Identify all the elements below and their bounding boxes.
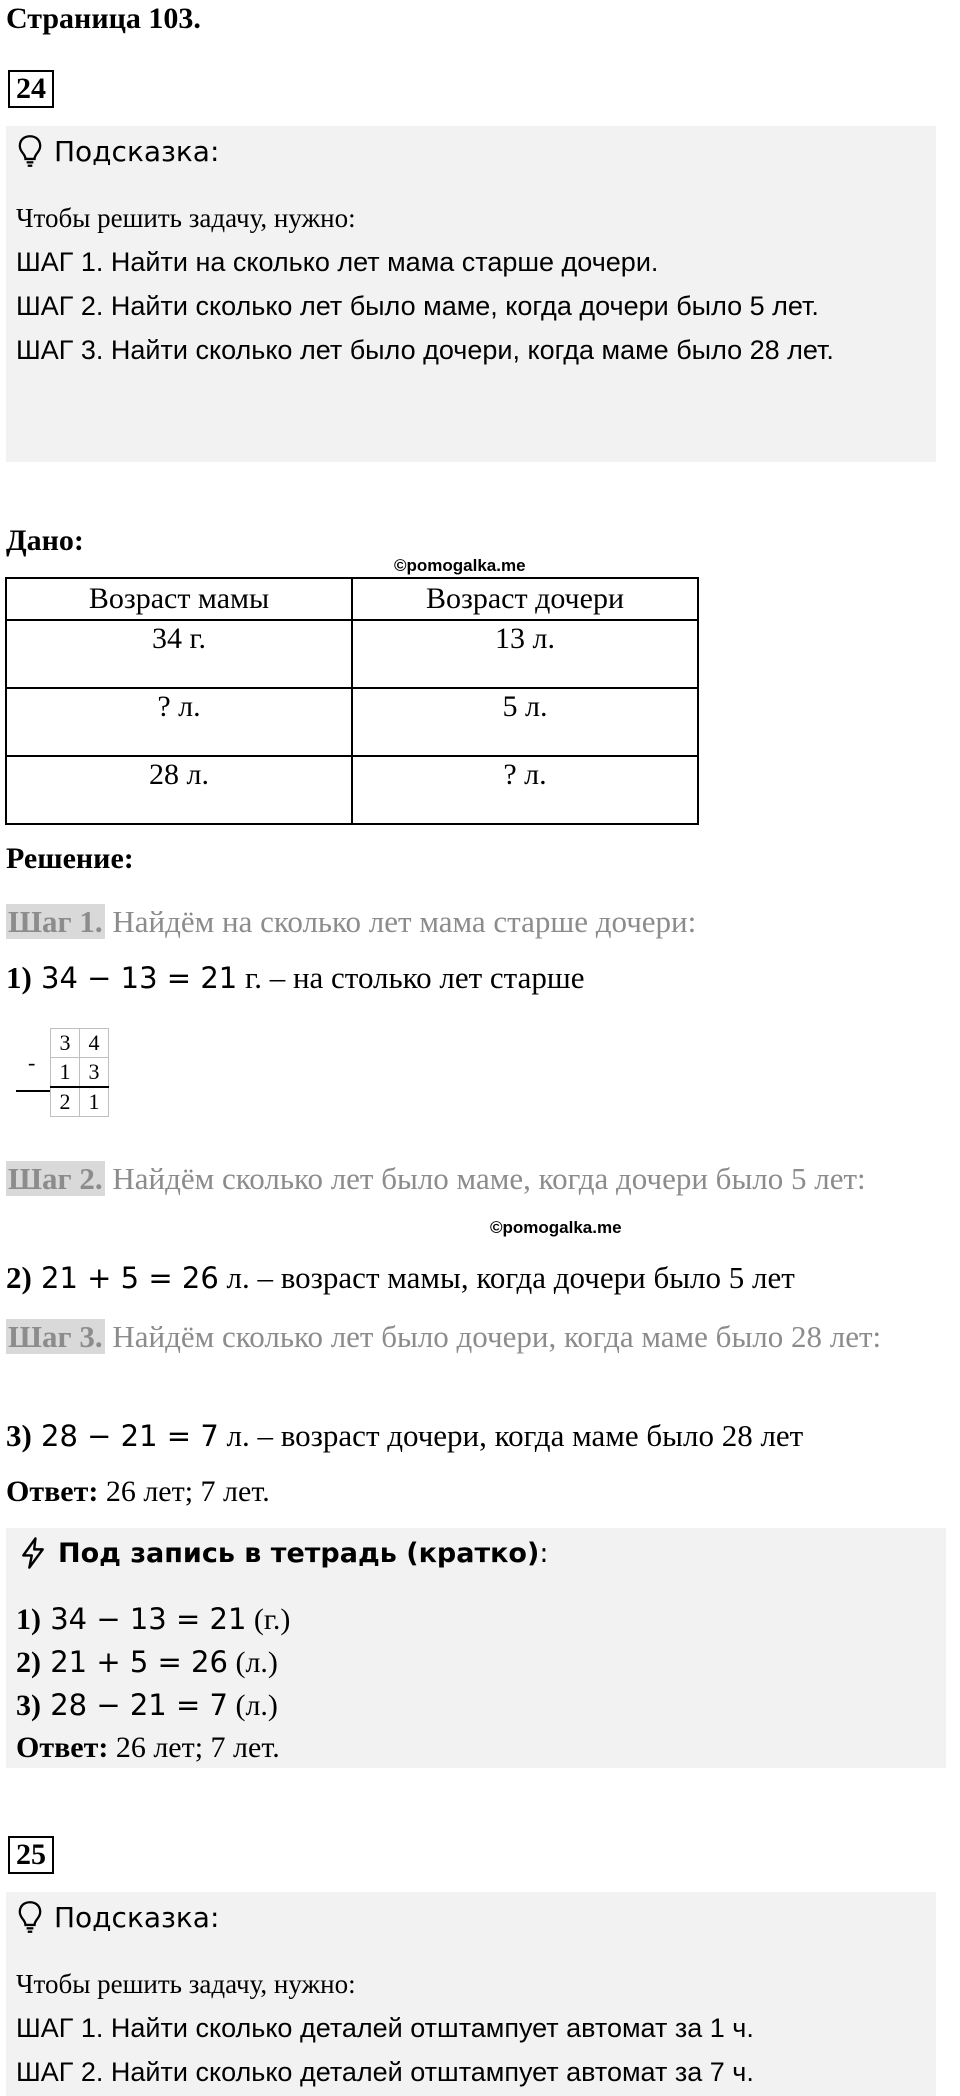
- minus-sign: -: [28, 1050, 36, 1075]
- calc-number: 1): [6, 960, 32, 995]
- calc-unit: (г.): [246, 1603, 291, 1636]
- calc-expression: 34 − 13 = 21: [41, 1602, 247, 1636]
- hint-step-label: ШАГ 2.: [16, 2057, 104, 2087]
- solution-label: Решение:: [6, 842, 134, 875]
- calc-unit: (л.): [227, 1689, 278, 1722]
- hint-step-text: Найти сколько лет было маме, когда дочери было 5 лет.: [103, 291, 819, 321]
- digit: 3: [80, 1058, 109, 1088]
- solution-step-1: [6, 902, 696, 942]
- calc-text: л. – возраст дочери, когда маме было 28 лет: [218, 1418, 804, 1453]
- calc-expression: 28 − 21 = 7: [31, 1419, 219, 1453]
- notebook-heading-colon: :: [539, 1537, 549, 1569]
- calc-number: 3): [16, 1689, 41, 1722]
- notebook-line: [16, 1684, 290, 1727]
- lightbulb-icon: [16, 1900, 44, 1934]
- table-cell: 13 л.: [352, 620, 698, 688]
- solution-step-2: [6, 1158, 956, 1200]
- answer-line: [6, 1472, 270, 1512]
- calc-number: 1): [16, 1603, 41, 1636]
- notebook-heading-label: Под запись в тетрадь (кратко): [58, 1537, 540, 1569]
- hint-step-label: ШАГ 3.: [16, 335, 104, 365]
- lightning-icon: [18, 1536, 48, 1570]
- calc-number: 2): [16, 1646, 41, 1679]
- table-cell: ? л.: [6, 688, 352, 756]
- notebook-answer: [16, 1727, 290, 1769]
- hint-heading-label: Подсказка:: [54, 134, 220, 168]
- digit: 3: [51, 1029, 80, 1058]
- table-row: [6, 756, 698, 824]
- column-grid: [50, 1028, 109, 1117]
- notebook-heading: [18, 1536, 548, 1570]
- hint-step-label: ШАГ 1.: [16, 247, 104, 277]
- lightbulb-icon: [16, 134, 44, 168]
- hint-step-text: Найти сколько лет было дочери, когда маме было 28 лет.: [103, 335, 834, 365]
- hint-intro: Чтобы решить задачу, нужно:: [16, 1969, 356, 1999]
- task-number-25: 25: [8, 1836, 54, 1874]
- hint-step-label: ШАГ 1.: [16, 2013, 104, 2043]
- hint-box-25: [6, 1892, 936, 2096]
- hint-step-2: [16, 284, 928, 328]
- notebook-box: [6, 1528, 946, 1768]
- table-cell: 28 л.: [6, 756, 352, 824]
- hint-heading-label: Подсказка:: [54, 1900, 220, 1934]
- column-row: [51, 1058, 109, 1088]
- step-label: Шаг 3.: [8, 1319, 103, 1354]
- hint-step-text: Найти на сколько лет мама старше дочери.: [103, 247, 659, 277]
- table-row: [6, 620, 698, 688]
- calc-line-3: [6, 1416, 803, 1456]
- solution-step-3: [6, 1316, 956, 1358]
- table-header-cell: Возраст мамы: [6, 578, 352, 620]
- hint-step-label: ШАГ 2.: [16, 291, 104, 321]
- digit: 4: [80, 1029, 109, 1058]
- hint-body: [16, 1962, 928, 2094]
- hint-intro: Чтобы решить задачу, нужно:: [16, 203, 356, 233]
- watermark: ©pomogalka.me: [490, 1218, 622, 1237]
- answer-label: Ответ:: [6, 1475, 99, 1508]
- hint-body: [16, 196, 928, 372]
- hint-step-1: [16, 240, 928, 284]
- step-text: Найдём сколько лет было дочери, когда маме было 28 лет:: [104, 1319, 882, 1354]
- column-row: [51, 1087, 109, 1117]
- step-label: Шаг 2.: [8, 1161, 103, 1196]
- calc-text: г. – на столько лет старше: [237, 960, 585, 995]
- notebook-lines: [16, 1598, 290, 1769]
- step-label: Шаг 1.: [8, 904, 103, 939]
- calc-expression: 21 + 5 = 26: [31, 1261, 219, 1295]
- hint-box-24: [6, 126, 936, 462]
- digit: 1: [80, 1087, 109, 1117]
- result-underline: [16, 1090, 50, 1092]
- calc-number: 2): [6, 1260, 32, 1295]
- task-number-24: 24: [8, 70, 54, 108]
- hint-step-text: Найти сколько деталей отштампует автомат за 1 ч.: [103, 2013, 754, 2043]
- hint-heading: [16, 1900, 219, 1934]
- answer-label: Ответ:: [16, 1731, 109, 1764]
- table-header-cell: Возраст дочери: [352, 578, 698, 620]
- notebook-line: [16, 1598, 290, 1641]
- digit: 2: [51, 1087, 80, 1117]
- answer-text: 26 лет; 7 лет.: [98, 1475, 270, 1508]
- calc-expression: 34 − 13 = 21: [31, 961, 238, 995]
- watermark: ©pomogalka.me: [394, 556, 526, 575]
- digit: 1: [51, 1058, 80, 1088]
- hint-step-2: [16, 2050, 928, 2094]
- table-cell: 5 л.: [352, 688, 698, 756]
- calc-line-2: [6, 1258, 795, 1298]
- given-label: Дано:: [6, 524, 84, 557]
- column-subtraction: [16, 1028, 109, 1117]
- hint-step-text: Найти сколько деталей отштампует автомат за 7 ч.: [103, 2057, 754, 2087]
- calc-expression: 28 − 21 = 7: [41, 1688, 228, 1722]
- calc-text: л. – возраст мамы, когда дочери было 5 лет: [218, 1260, 795, 1295]
- step-text: Найдём сколько лет было маме, когда дочери было 5 лет:: [104, 1161, 866, 1196]
- calc-number: 3): [6, 1418, 32, 1453]
- table-cell: 34 г.: [6, 620, 352, 688]
- notebook-line: [16, 1641, 290, 1684]
- answer-text: 26 лет; 7 лет.: [108, 1731, 280, 1764]
- calc-line-1: [6, 958, 585, 998]
- hint-step-1: [16, 2006, 928, 2050]
- step-text: Найдём на сколько лет мама старше дочери:: [104, 904, 697, 939]
- table-header-row: [6, 578, 698, 620]
- hint-heading: [16, 134, 219, 168]
- column-row: [51, 1029, 109, 1058]
- table-cell: ? л.: [352, 756, 698, 824]
- table-row: [6, 688, 698, 756]
- hint-step-3: [16, 328, 928, 372]
- given-table: [5, 577, 699, 825]
- page-title: Страница 103.: [6, 2, 201, 35]
- calc-unit: (л.): [227, 1646, 278, 1679]
- calc-expression: 21 + 5 = 26: [41, 1645, 228, 1679]
